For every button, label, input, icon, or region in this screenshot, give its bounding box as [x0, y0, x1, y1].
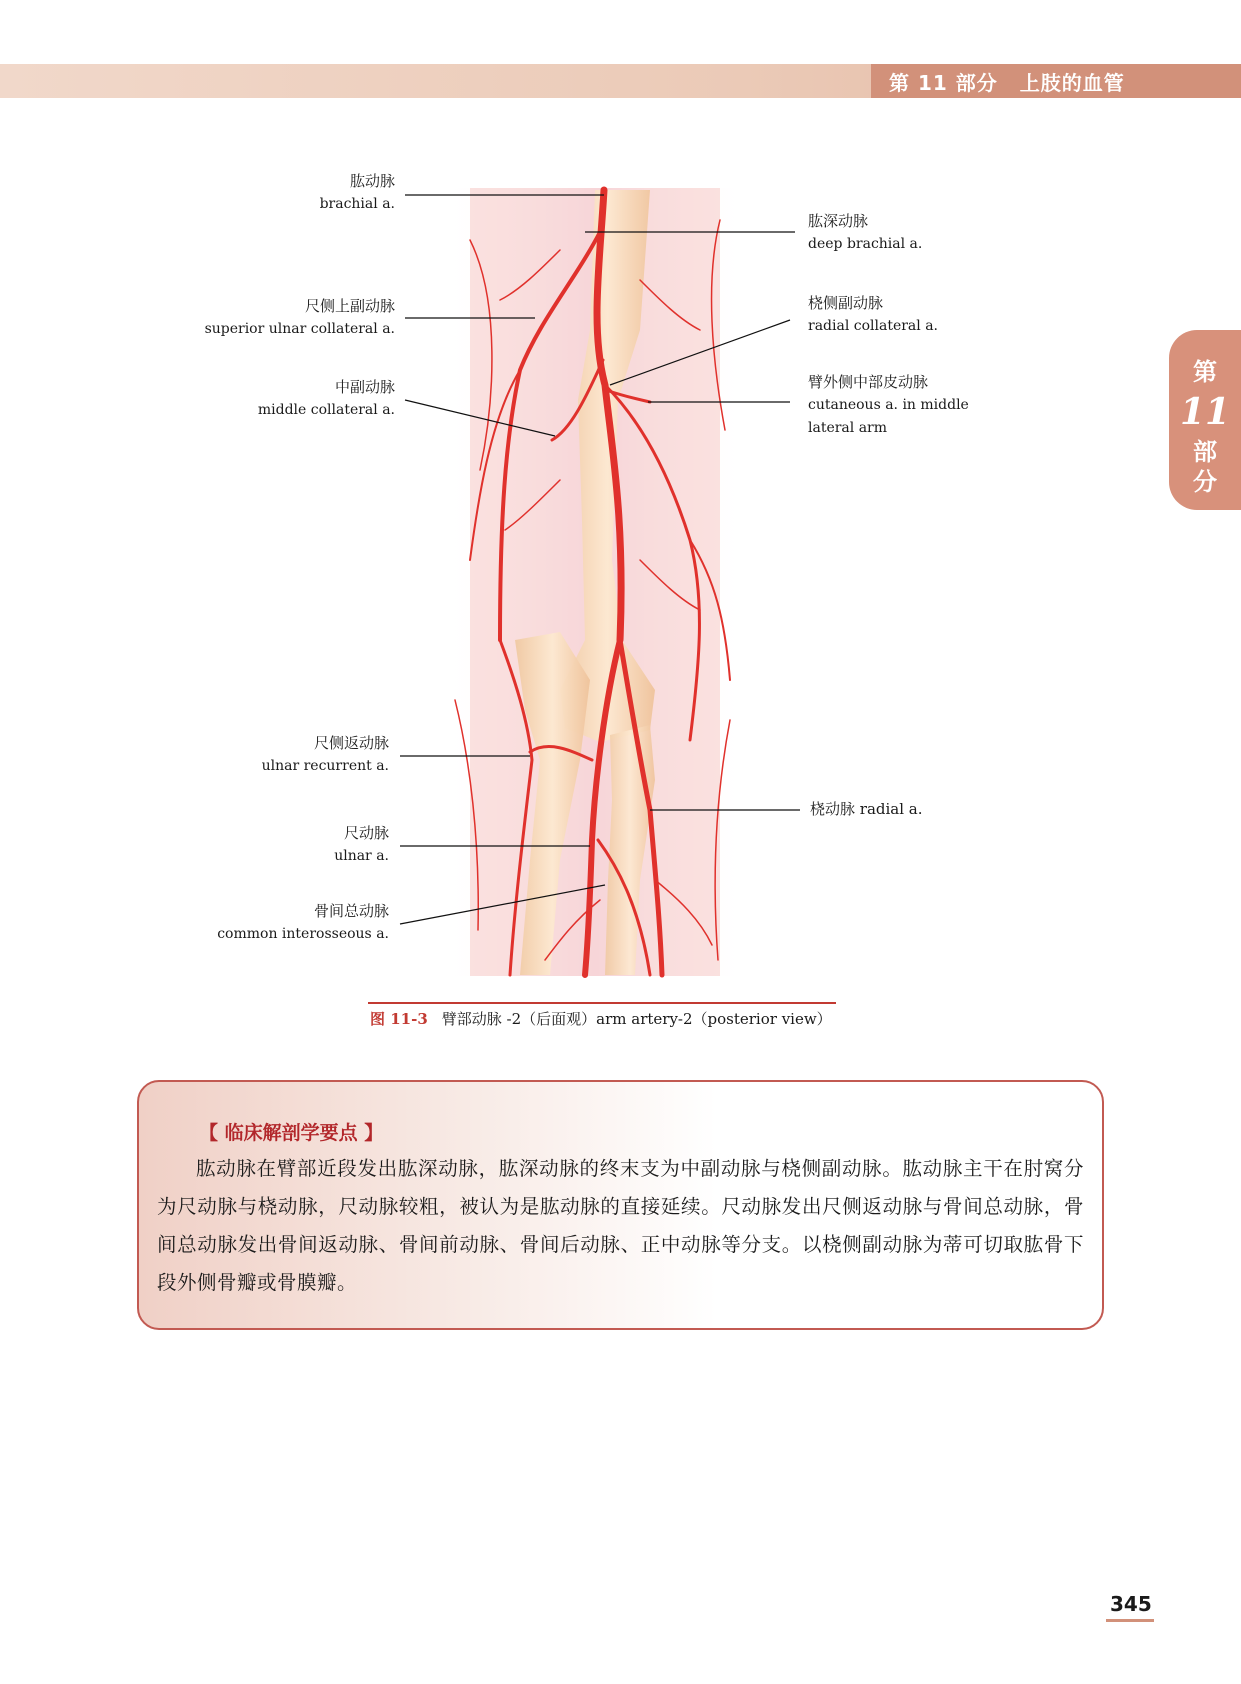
label-superior-ulnar-collateral — [205, 295, 395, 341]
header-part: 第 11 部分 — [889, 70, 998, 95]
label-en: ulnar a. — [334, 848, 389, 864]
label-zh: 桡动脉 radial a. — [810, 800, 923, 818]
clinical-title: 【 临床解剖学要点 】 — [199, 1122, 384, 1144]
label-zh: 肱动脉 — [349, 172, 395, 190]
label-zh: 尺侧上副动脉 — [304, 297, 395, 315]
figure-caption — [370, 1008, 832, 1029]
label-zh: 骨间总动脉 — [313, 902, 389, 920]
clinical-points-box — [137, 1080, 1104, 1330]
header-title: 上肢的血管 — [1019, 70, 1125, 95]
caption-text: 臂部动脉 -2（后面观）arm artery-2（posterior view） — [441, 1010, 832, 1028]
label-en: deep brachial a. — [808, 236, 923, 252]
label-zh: 桡侧副动脉 — [808, 294, 884, 312]
label-en: ulnar recurrent a. — [261, 758, 389, 774]
label-deep-brachial — [808, 210, 922, 256]
label-en: common interosseous a. — [217, 926, 389, 942]
caption-rule — [368, 1002, 836, 1004]
label-cutaneous-middle-lateral — [808, 371, 969, 440]
label-ulnar-artery — [334, 822, 389, 868]
label-common-interosseous — [217, 900, 389, 946]
side-tab-number: 11 — [1179, 391, 1231, 433]
page-number: 345 — [1110, 1592, 1152, 1616]
label-radial-artery — [810, 798, 923, 821]
side-tab-top: 第 — [1193, 358, 1217, 386]
side-tab-bottom2: 分 — [1193, 468, 1217, 496]
label-ulnar-recurrent — [262, 732, 389, 778]
label-en: superior ulnar collateral a. — [204, 321, 395, 337]
label-zh: 肱深动脉 — [808, 212, 869, 230]
clinical-text: 肱动脉在臂部近段发出肱深动脉，肱深动脉的终末支为中副动脉与桡侧副动脉。肱动脉主干在肘窝分为尺动脉与桡动脉，尺动脉较粗，被认为是肱动脉的直接延续。尺动脉发出尺侧返动脉与骨间总动脉，骨间总动脉发出骨间返动脉、骨间前动脉、骨间后动脉、正中动脉等分支。以桡侧副动脉为蒂可切取肱骨下段外侧骨瓣或骨膜瓣。 — [157, 1157, 1084, 1294]
label-en: radial collateral a. — [808, 318, 938, 334]
label-en: brachial a. — [319, 196, 395, 212]
caption-number: 图 11-3 — [370, 1010, 428, 1028]
label-en: cutaneous a. in middle — [808, 397, 969, 413]
label-brachial-artery — [320, 170, 395, 216]
page-number-rule — [1106, 1619, 1154, 1622]
label-zh: 尺动脉 — [343, 824, 389, 842]
label-zh: 尺侧返动脉 — [313, 734, 389, 752]
label-zh: 中副动脉 — [334, 378, 395, 396]
label-en2: lateral arm — [808, 420, 888, 436]
label-middle-collateral — [258, 376, 395, 422]
side-tab-bottom1: 部 — [1193, 438, 1217, 466]
label-zh: 臂外侧中部皮动脉 — [808, 373, 929, 391]
label-en: middle collateral a. — [257, 402, 395, 418]
label-radial-collateral — [808, 292, 938, 338]
